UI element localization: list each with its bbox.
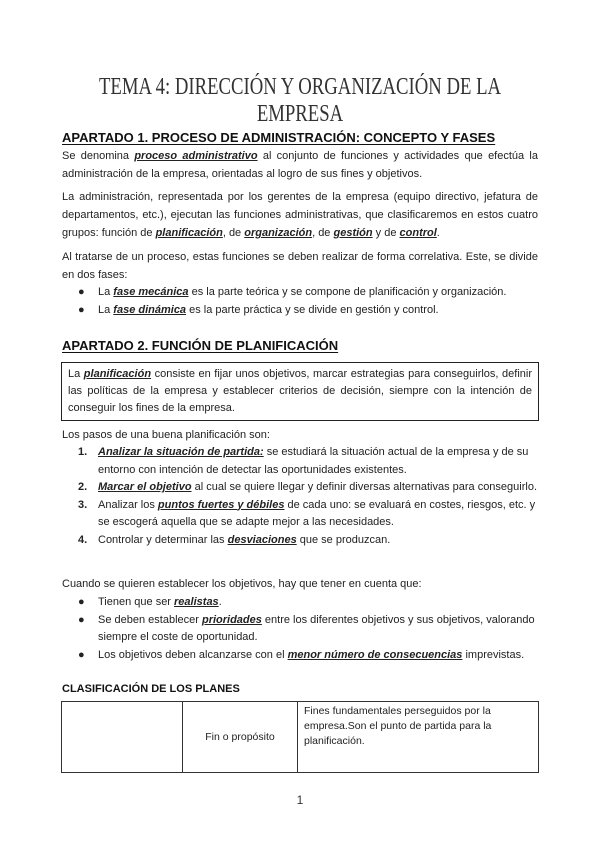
objectives-intro: Cuando se quieren establecer los objetivos, hay que tener en cuenta que: [62, 578, 422, 590]
plans-subheading: CLASIFICACIÓN DE LOS PLANES [62, 683, 240, 695]
bullet-icon: ● [78, 613, 85, 626]
list-item: 3. Analizar los puntos fuertes y débiles de cada uno: se evaluará en costes, riesgos, etc. y se escogerá aquella que se adapte mejor a las necesidades. [78, 498, 536, 528]
objectives-list [78, 594, 538, 664]
list-item: ● Los objetivos deben alcanzarse con el menor número de consecuencias imprevistas. [78, 647, 538, 665]
section1-paragraph-2: La administración, representada por los gerentes de la empresa (equipo directivo, jefatura de departamentos, etc.), ejecutan las funciones administrativas, que clasificaremos en estos cuatro grupos: función de planificación, de organización, de gestión y de control. [62, 191, 538, 239]
list-item: 1. Analizar la situación de partida: se estudiará la situación actual de la empresa y de su entorno con intención de detectar las oportunidades existentes. [78, 446, 529, 476]
phases-list [78, 284, 538, 319]
plans-table [61, 701, 539, 773]
steps-intro: Los pasos de una buena planificación son: [62, 429, 270, 441]
list-item: 4. Controlar y determinar las desviaciones que se produzcan. [78, 533, 391, 546]
table-cell: Fin o propósito [183, 702, 298, 773]
section1-paragraph-3: Al tratarse de un proceso, estas funciones se deben realizar de forma correlativa. Este, se divide en dos fases: [62, 251, 538, 281]
bullet-icon: ● [78, 648, 85, 661]
section1-heading: APARTADO 1. PROCESO DE ADMINISTRACIÓN: CONCEPTO Y FASES [62, 130, 496, 145]
bullet-icon: ● [78, 286, 85, 298]
page-number: 1 [296, 793, 304, 807]
bullet-icon: ● [78, 596, 85, 608]
table-cell: Fines fundamentales perseguidos por la empresa.Son el punto de partida para la planificación. [298, 702, 539, 773]
definition-box: La planificación consiste en fijar unos objetivos, marcar estrategias para conseguirlos, definir las políticas de la empresa y establecer criterios de decisión, siempre con la intención de conseguir los fines de la empresa. [61, 362, 539, 421]
list-item: ● La fase dinámica es la parte práctica y se divide en gestión y control. [78, 302, 538, 320]
steps-list [78, 444, 538, 549]
section2-heading: APARTADO 2. FUNCIÓN DE PLANIFICACIÓN [62, 338, 339, 353]
table-cell [62, 702, 183, 773]
table-row [62, 702, 539, 773]
list-item: ● La fase mecánica es la parte teórica y se compone de planificación y organización. [78, 284, 538, 302]
section1-paragraph-1: Se denomina proceso administrativo al conjunto de funciones y actividades que efectúa la administración de la empresa, orientadas al logro de sus fines y objetivos. [62, 150, 538, 180]
list-item: 2. Marcar el objetivo al cual se quiere llegar y definir diversas alternativas para conseguirlo. [78, 481, 538, 493]
list-item: ● Se deben establecer prioridades entre los diferentes objetivos y sus objetivos, valorando siempre el coste de oportunidad. [78, 613, 535, 643]
page-title: TEMA 4: DIRECCIÓN Y ORGANIZACIÓN DE LA EMPRESA [98, 74, 502, 127]
bullet-icon: ● [78, 303, 85, 316]
list-item: ● Tienen que ser realistas. [78, 594, 538, 612]
